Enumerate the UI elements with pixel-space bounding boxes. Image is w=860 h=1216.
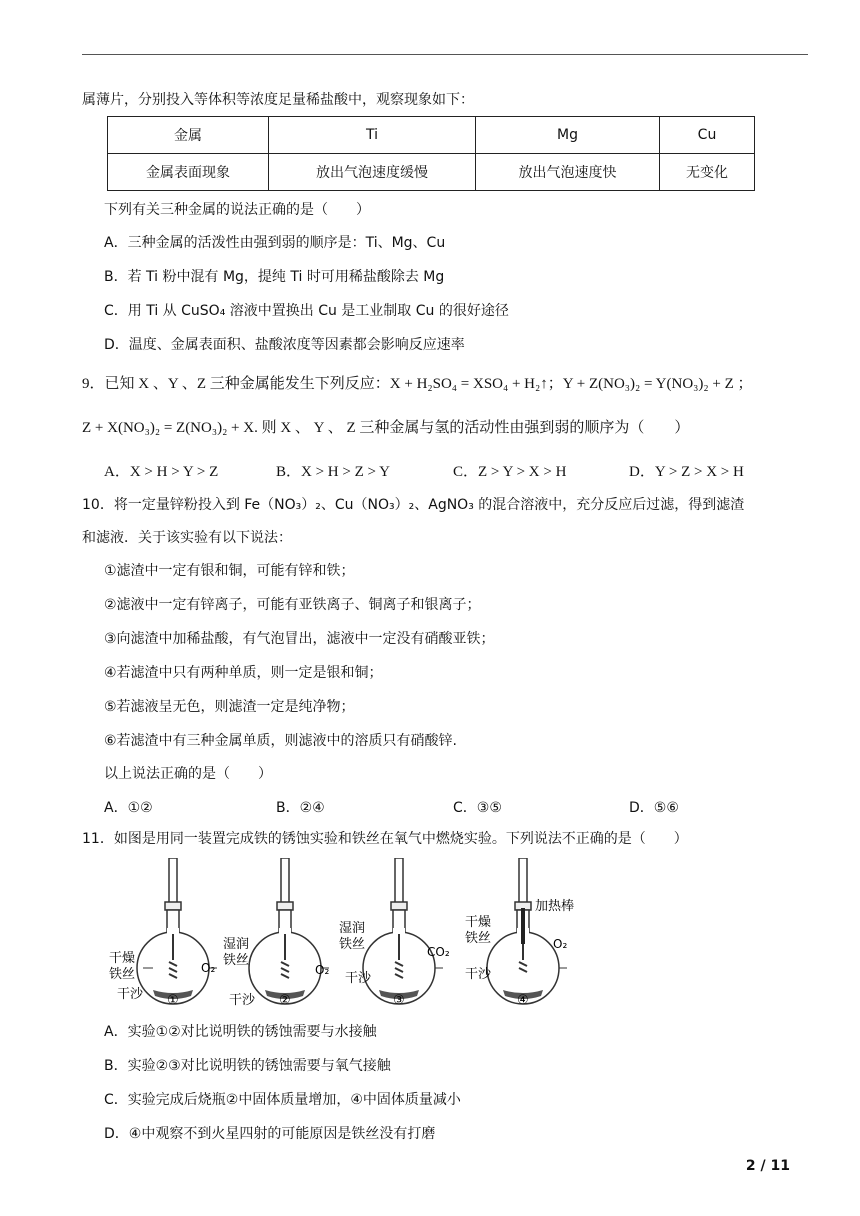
experiment-figure (105, 858, 585, 1008)
q8-stem: 下列有关三种金属的说法正确的是（ ） (104, 202, 370, 218)
fig1-label-dry: 干燥 (109, 951, 136, 966)
table-cell: Cu (660, 117, 755, 154)
fig4-label-heater: 加热棒 (535, 899, 575, 914)
q11-option-a: A．实验①②对比说明铁的锈蚀需要与水接触 (104, 1024, 377, 1040)
fig3-label-wet: 湿润 (339, 921, 366, 936)
q10-statement-4: ④若滤渣中只有两种单质，则一定是银和铜； (104, 665, 383, 681)
fig1-label-sand: 干沙 (117, 987, 144, 1002)
fig1-label-wire: 铁丝 (109, 967, 136, 982)
q10-option-a: A．①② (104, 800, 153, 816)
fig2-label-gas: O₂ (315, 963, 330, 977)
table-cell: Ti (269, 117, 476, 154)
table-cell: 金属表面现象 (108, 154, 269, 191)
table-cell: 放出气泡速度快 (476, 154, 660, 191)
table-cell: 金属 (108, 117, 269, 154)
q10-line1: 10．将一定量锌粉投入到 Fe（NO₃）₂、Cu（NO₃）₂、AgNO₃ 的混合溶液中，充分反应后过滤，得到滤渣 (82, 497, 745, 513)
q8-option-a: A．三种金属的活泼性由强到弱的顺序是：Ti、Mg、Cu (104, 235, 446, 251)
q10-line2: 和滤液．关于该实验有以下说法： (82, 530, 292, 546)
q11-option-c: C．实验完成后烧瓶②中固体质量增加，④中固体质量减小 (104, 1092, 461, 1108)
q9-line2: Z + X(NO₃)₂ = Z(NO₃)₂ + X. 则 X 、 Y 、 Z 三种金属与氢的活动性由强到弱的顺序为（ ） (82, 420, 690, 436)
q10-statement-2: ②滤液中一定有锌离子，可能有亚铁离子、铜离子和银离子； (104, 597, 481, 613)
q9-line1: 9．已知 X 、Y 、Z 三种金属能发生下列反应：X + H₂SO₄ = XSO₄ + H₂↑；Y + Z(NO₃)₂ = Y(NO₃)₂ + Z ； (82, 376, 753, 392)
table-cell: 无变化 (660, 154, 755, 191)
fig3-number: ③ (393, 993, 405, 1008)
fig1-label-gas: O₂ (201, 961, 216, 975)
q9-option-b: B．X > H > Z > Y (276, 464, 390, 480)
q11-stem: 11．如图是用同一装置完成铁的锈蚀实验和铁丝在氧气中燃烧实验。下列说法不正确的是（ ） (82, 831, 688, 847)
q10-option-d: D．⑤⑥ (629, 800, 679, 816)
metal-table (107, 116, 755, 191)
table-cell: Mg (476, 117, 660, 154)
table-cell: 放出气泡速度缓慢 (269, 154, 476, 191)
fig3-label-gas: CO₂ (427, 945, 450, 959)
q9-option-c: C．Z > Y > X > H (453, 464, 567, 480)
q10-option-c: C．③⑤ (453, 800, 502, 816)
fig3-label-wire: 铁丝 (339, 937, 366, 952)
fig2-number: ② (279, 993, 291, 1008)
fig2-label-wet: 湿润 (223, 937, 250, 952)
intro-text: 属薄片，分别投入等体积等浓度足量稀盐酸中，观察现象如下： (82, 92, 474, 108)
q9-option-d: D．Y > Z > X > H (629, 464, 744, 480)
q8-option-c: C．用 Ti 从 CuSO₄ 溶液中置换出 Cu 是工业制取 Cu 的很好途径 (104, 303, 509, 319)
q8-option-b: B．若 Ti 粉中混有 Mg，提纯 Ti 时可用稀盐酸除去 Mg (104, 269, 445, 285)
header-rule (82, 54, 808, 55)
fig2-label-sand: 干沙 (229, 993, 256, 1008)
q8-option-d: D．温度、金属表面积、盐酸浓度等因素都会影响反应速率 (104, 337, 465, 353)
fig3-label-sand: 干沙 (345, 971, 372, 986)
fig2-label-wire: 铁丝 (223, 953, 250, 968)
flask-2-icon (249, 858, 329, 1004)
fig4-number: ④ (517, 993, 529, 1008)
flask-3-icon (363, 858, 443, 1004)
q9-option-a: A．X > H > Y > Z (104, 464, 219, 480)
q10-ask: 以上说法正确的是（ ） (104, 766, 272, 782)
fig4-label-dry: 干燥 (465, 915, 492, 930)
fig4-label-sand: 干沙 (465, 967, 492, 982)
q11-option-b: B．实验②③对比说明铁的锈蚀需要与氧气接触 (104, 1058, 391, 1074)
q10-statement-3: ③向滤渣中加稀盐酸，有气泡冒出，滤液中一定没有硝酸亚铁； (104, 631, 495, 647)
fig1-number: ① (167, 993, 179, 1008)
fig4-label-gas: O₂ (553, 937, 568, 951)
q10-option-b: B．②④ (276, 800, 325, 816)
table-row (108, 117, 755, 154)
q10-statement-1: ①滤渣中一定有银和铜，可能有锌和铁； (104, 563, 355, 579)
q10-statement-6: ⑥若滤渣中有三种金属单质，则滤液中的溶质只有硝酸锌. (104, 733, 457, 749)
page-number: 2 / 11 (745, 1158, 790, 1174)
table-row (108, 154, 755, 191)
q11-option-d: D．④中观察不到火星四射的可能原因是铁丝没有打磨 (104, 1126, 436, 1142)
flask-1-icon (137, 858, 217, 1004)
q10-statement-5: ⑤若滤液呈无色，则滤渣一定是纯净物； (104, 699, 355, 715)
flask-4-icon (487, 858, 567, 1004)
fig4-label-wire: 铁丝 (465, 931, 492, 946)
